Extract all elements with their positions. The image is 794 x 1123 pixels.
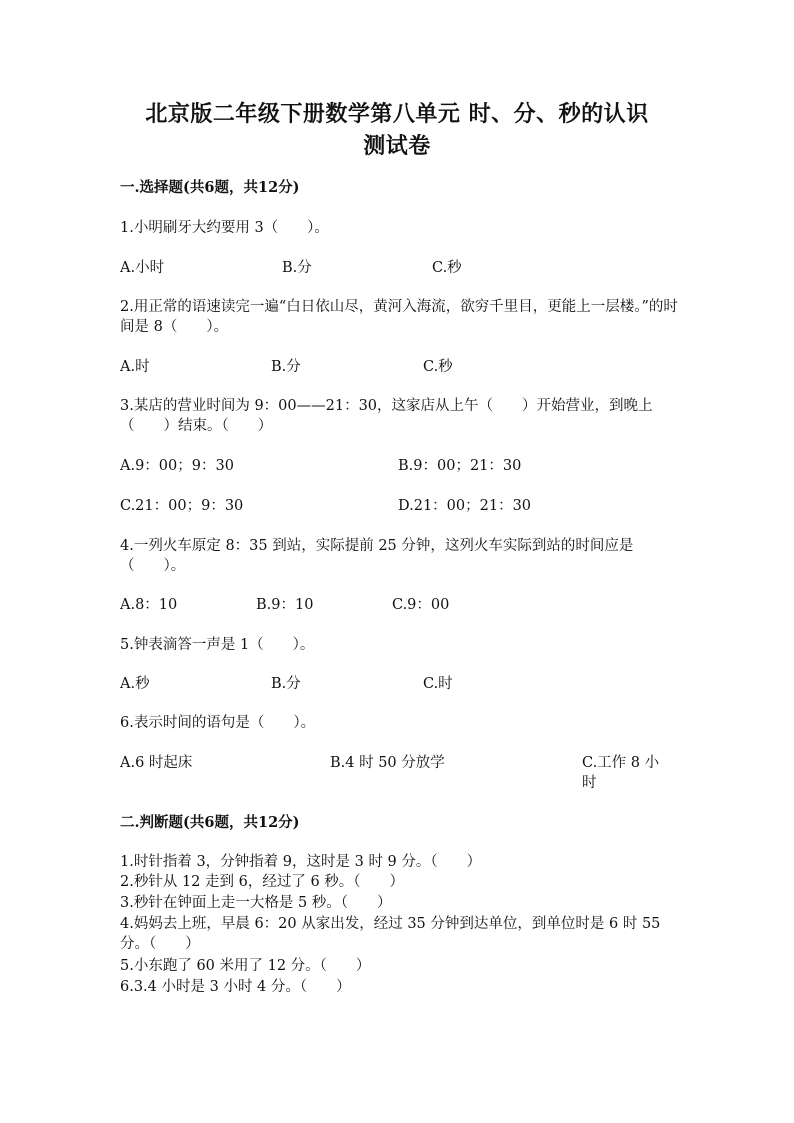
question-2-option-a: A.时 — [120, 359, 150, 375]
question-5: 5.钟表滴答一声是 1（ ）。 — [120, 637, 315, 653]
section-heading-judgement: 二.判断题(共6题，共12分) — [120, 814, 300, 831]
judgement-item-3: 3.秒针在钟面上走一大格是 5 秒。（ ） — [120, 895, 392, 911]
question-1-option-a: A.小时 — [120, 260, 165, 276]
question-4-option-b: B.9：10 — [256, 597, 314, 613]
judgement-item-5: 5.小东跑了 60 米用了 12 分。（ ） — [120, 958, 371, 974]
question-6-option-c: C.工作 8 小时 — [582, 755, 660, 791]
page-title: 北京版二年级下册数学第八单元 时、分、秒的认识 — [145, 101, 649, 127]
question-4: 4.一列火车原定 8：35 到站，实际提前 25 分钟，这列火车实际到站的时间应是（ ）。 — [120, 538, 634, 574]
question-2-option-b: B.分 — [271, 359, 301, 375]
judgement-item-2: 2.秒针从 12 走到 6，经过了 6 秒。（ ） — [120, 874, 405, 890]
question-6: 6.表示时间的语句是（ ）。 — [120, 715, 316, 731]
question-5-option-c: C.时 — [423, 676, 453, 692]
question-3-option-c: C.21：00；9：30 — [120, 498, 244, 514]
question-3-option-b: B.9：00；21：30 — [398, 458, 522, 474]
question-2: 2.用正常的语速读完一遍“白日依山尽，黄河入海流，欲穷千里目，更能上一层楼。”的时间是 8（ ）。 — [120, 299, 678, 335]
question-4-option-a: A.8：10 — [120, 597, 178, 613]
question-5-option-a: A.秒 — [120, 676, 150, 692]
judgement-item-4: 4.妈妈去上班，早晨 6：20 从家出发，经过 35 分钟到达单位，到单位时是 6 时 55 分。（ ） — [120, 916, 661, 952]
question-3-option-d: D.21：00；21：30 — [398, 498, 532, 514]
page-title-line2: 测试卷 — [363, 133, 431, 159]
judgement-item-1: 1.时针指着 3，分钟指着 9，这时是 3 时 9 分。（ ） — [120, 854, 482, 870]
question-1: 1.小明刷牙大约要用 3（ ）。 — [120, 220, 329, 236]
question-4-option-c: C.9：00 — [392, 597, 450, 613]
question-3-option-a: A.9：00；9：30 — [120, 458, 234, 474]
question-6-option-a: A.6 时起床 — [120, 755, 193, 771]
question-6-option-b: B.4 时 50 分放学 — [330, 755, 445, 771]
question-1-option-c: C.秒 — [432, 260, 462, 276]
question-5-option-b: B.分 — [271, 676, 301, 692]
question-3: 3.某店的营业时间为 9：00——21：30，这家店从上午（ ）开始营业，到晚上（ ）结束。（ ） — [120, 398, 653, 434]
question-2-option-c: C.秒 — [423, 359, 453, 375]
section-heading-choice: 一.选择题(共6题，共12分) — [120, 179, 300, 196]
judgement-item-6: 6.3.4 小时是 3 小时 4 分。（ ） — [120, 979, 351, 995]
question-1-option-b: B.分 — [282, 260, 312, 276]
